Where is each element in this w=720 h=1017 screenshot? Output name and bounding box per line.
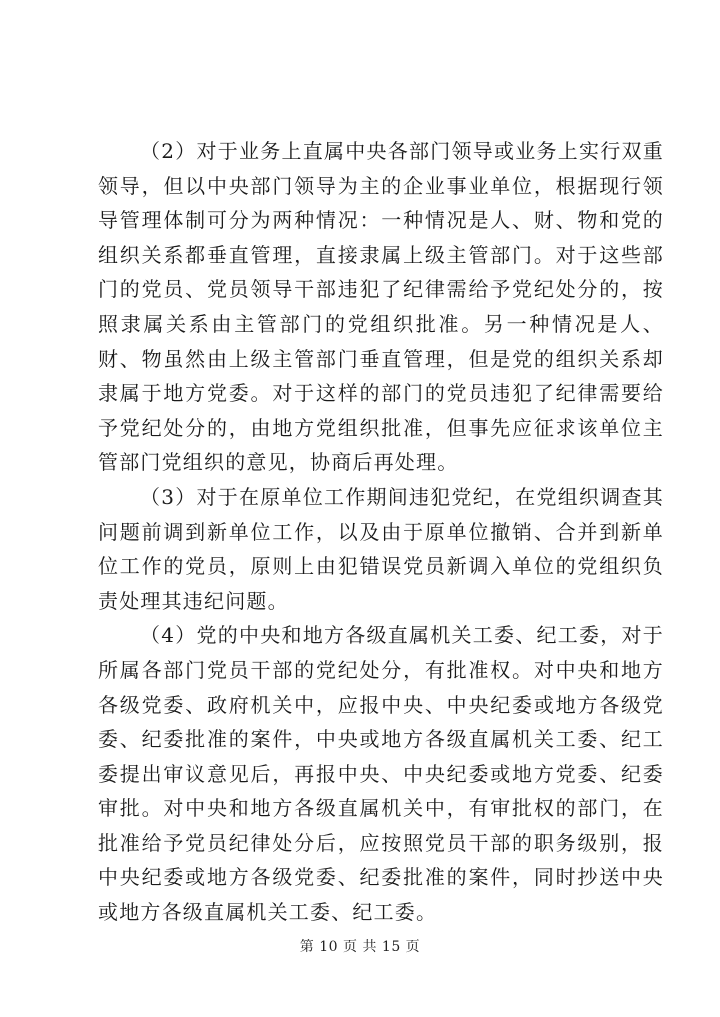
paragraph-item-3: （3）对于在原单位工作期间违犯党纪，在党组织调查其问题前调到新单位工作，以及由于原单位撤销、合并到新单位工作的党员，原则上由犯错误党员新调入单位的党组织负责处理其违纪问题。	[98, 484, 664, 613]
paragraph-item-4: （4）党的中央和地方各级直属机关工委、纪工委，对于所属各部门党员干部的党纪处分，有批准权。对中央和地方各级党委、政府机关中，应报中央、中央纪委或地方各级党委、纪委批准的案件，中央或地方各级直属机关工委、纪工委提出审议意见后，再报中央、中央纪委或地方党委、纪委审批。对中央和地方各级直属机关中，有审批权的部门，在批准给予党员纪律处分后，应按照党员干部的职务级别，报中央纪委或地方各级党委、纪委批准的案件，同时抄送中央或地方各级直属机关工委、纪工委。	[98, 623, 664, 925]
paragraph-item-2: （2）对于业务上直属中央各部门领导或业务上实行双重领导，但以中央部门领导为主的企业事业单位，根据现行领导管理体制可分为两种情况：一种情况是人、财、物和党的组织关系都垂直管理，直接隶属上级主管部门。对于这些部门的党员、党员领导干部违犯了纪律需给予党纪处分的，按照隶属关系由主管部门的党组织批准。另一种情况是人、财、物虽然由上级主管部门垂直管理，但是党的组织关系却隶属于地方党委。对于这样的部门的党员违犯了纪律需要给予党纪处分的，由地方党组织批准，但事先应征求该单位主管部门党组织的意见，协商后再处理。	[98, 139, 664, 475]
page-number-footer: 第 10 页 共 15 页	[299, 939, 421, 955]
document-body	[98, 134, 664, 930]
